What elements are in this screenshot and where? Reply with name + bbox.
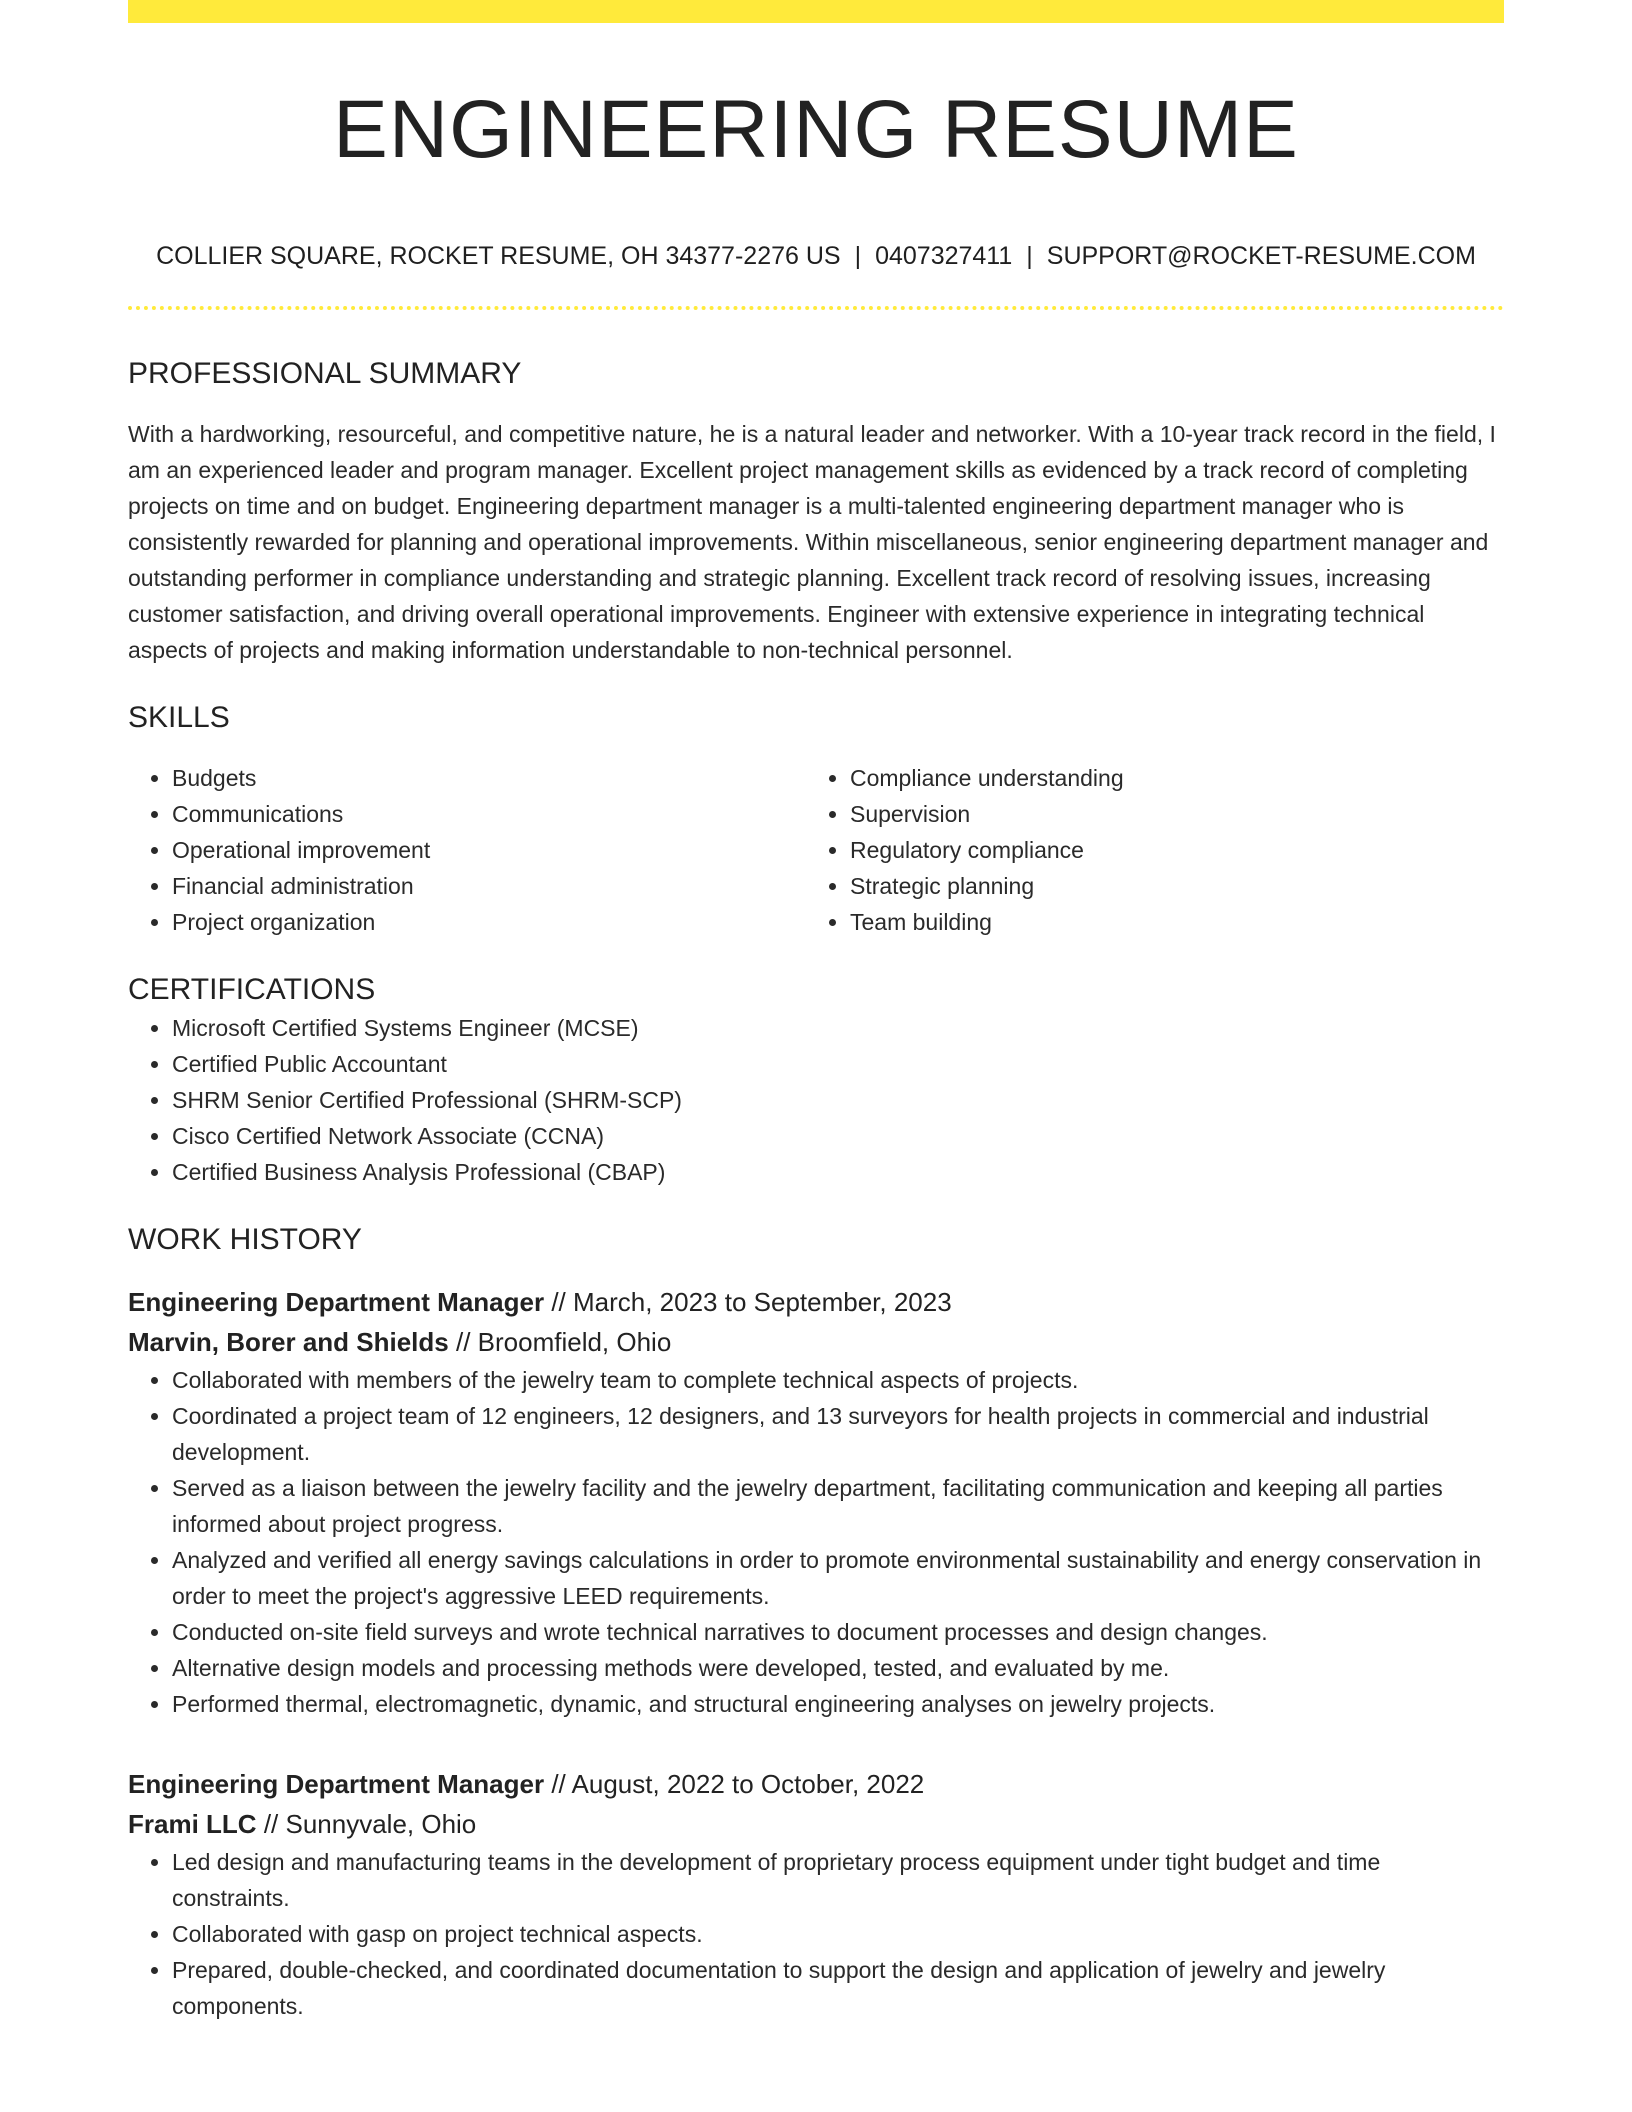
resume-content	[128, 0, 1504, 2024]
job-role: Engineering Department Manager	[128, 1769, 545, 1799]
skill-item: • Project organization	[172, 904, 806, 940]
resume-title: ENGINEERING RESUME	[333, 84, 1299, 175]
skill-item: • Strategic planning	[850, 868, 1484, 904]
skills-columns	[128, 760, 1504, 940]
contact-address: COLLIER SQUARE, ROCKET RESUME, OH 34377-2276 US	[156, 242, 841, 270]
job-dates: // August, 2022 to October, 2022	[551, 1769, 925, 1799]
job-entry	[128, 1282, 1504, 1722]
skill-item: • Team building	[850, 904, 1484, 940]
certification-item: • Certified Business Analysis Professional (CBAP)	[172, 1154, 1504, 1190]
certification-item: • Cisco Certified Network Associate (CCNA)	[172, 1118, 1504, 1154]
job-company-line	[128, 1804, 1504, 1844]
job-role: Engineering Department Manager	[128, 1287, 545, 1317]
job-bullet: • Coordinated a project team of 12 engineers, 12 designers, and 13 surveyors for health projects in commercial and industrial development.	[172, 1398, 1504, 1470]
job-bullet: • Performed thermal, electromagnetic, dynamic, and structural engineering analyses on jewelry projects.	[172, 1686, 1504, 1722]
job-bullet: • Alternative design models and processing methods were developed, tested, and evaluated by me.	[172, 1650, 1504, 1686]
job-entry	[128, 1764, 1504, 2024]
job-company: Marvin, Borer and Shields	[128, 1327, 449, 1357]
skills-heading: SKILLS	[128, 701, 230, 734]
job-bullet: • Led design and manufacturing teams in the development of proprietary process equipment under tight budget and time constraints.	[172, 1844, 1504, 1916]
job-role-line	[128, 1764, 1504, 1804]
job-bullet: • Prepared, double-checked, and coordinated documentation to support the design and application of jewelry and jewelry components.	[172, 1952, 1504, 2024]
contact-separator: |	[854, 242, 862, 270]
skills-right-list	[806, 760, 1484, 940]
job-bullet: • Collaborated with gasp on project technical aspects.	[172, 1916, 1504, 1952]
certifications-list	[128, 1010, 1504, 1190]
summary-text: With a hardworking, resourceful, and competitive nature, he is a natural leader and networker. With a 10-year track record in the field, I am an experienced leader and program manager. Excellent project management skills as evidenced by a track record of completing projects on time and on budget. Engineering department manager is a multi-talented engineering department manager who is consistently rewarded for planning and operational improvements. Within miscellaneous, senior engineering department manager and outstanding performer in compliance understanding and strategic planning. Excellent track record of resolving issues, increasing customer satisfaction, and driving overall operational improvements. Engineer with extensive experience in integrating technical aspects of projects and making information understandable to non-technical personnel.	[128, 421, 1496, 663]
certification-item: • Microsoft Certified Systems Engineer (MCSE)	[172, 1010, 1504, 1046]
work-history-heading: WORK HISTORY	[128, 1223, 362, 1256]
dotted-divider	[128, 306, 1504, 310]
job-bullet: • Served as a liaison between the jewelry facility and the jewelry department, facilitating communication and keeping all parties informed about project progress.	[172, 1470, 1504, 1542]
job-bullet: • Collaborated with members of the jewelry team to complete technical aspects of projects.	[172, 1362, 1504, 1398]
job-role-line	[128, 1282, 1504, 1322]
job-bullet: • Conducted on-site field surveys and wrote technical narratives to document processes and design changes.	[172, 1614, 1504, 1650]
certifications-heading: CERTIFICATIONS	[128, 973, 376, 1006]
contact-line	[128, 236, 1504, 276]
contact-phone: 0407327411	[875, 242, 1013, 270]
contact-separator: |	[1026, 242, 1033, 270]
job-bullet: • Analyzed and verified all energy savings calculations in order to promote environmental sustainability and energy conservation in order to meet the project's aggressive LEED requirements.	[172, 1542, 1504, 1614]
skill-item: • Compliance understanding	[850, 760, 1484, 796]
skills-left-list	[128, 760, 806, 940]
job-bullet-list	[128, 1362, 1504, 1722]
certification-item: • SHRM Senior Certified Professional (SHRM-SCP)	[172, 1082, 1504, 1118]
skill-item: • Communications	[172, 796, 806, 832]
skill-item: • Budgets	[172, 760, 806, 796]
job-dates: // March, 2023 to September, 2023	[551, 1287, 952, 1317]
job-company-line	[128, 1322, 1504, 1362]
contact-email: SUPPORT@ROCKET-RESUME.COM	[1046, 242, 1476, 270]
skill-item: • Financial administration	[172, 868, 806, 904]
job-company: Frami LLC	[128, 1809, 257, 1839]
job-location: // Sunnyvale, Ohio	[263, 1809, 477, 1839]
skill-item: • Supervision	[850, 796, 1484, 832]
certification-item: • Certified Public Accountant	[172, 1046, 1504, 1082]
job-bullet-list	[128, 1844, 1504, 2024]
skill-item: • Regulatory compliance	[850, 832, 1484, 868]
job-location: // Broomfield, Ohio	[455, 1327, 672, 1357]
summary-heading: PROFESSIONAL SUMMARY	[128, 357, 522, 390]
skill-item: • Operational improvement	[172, 832, 806, 868]
